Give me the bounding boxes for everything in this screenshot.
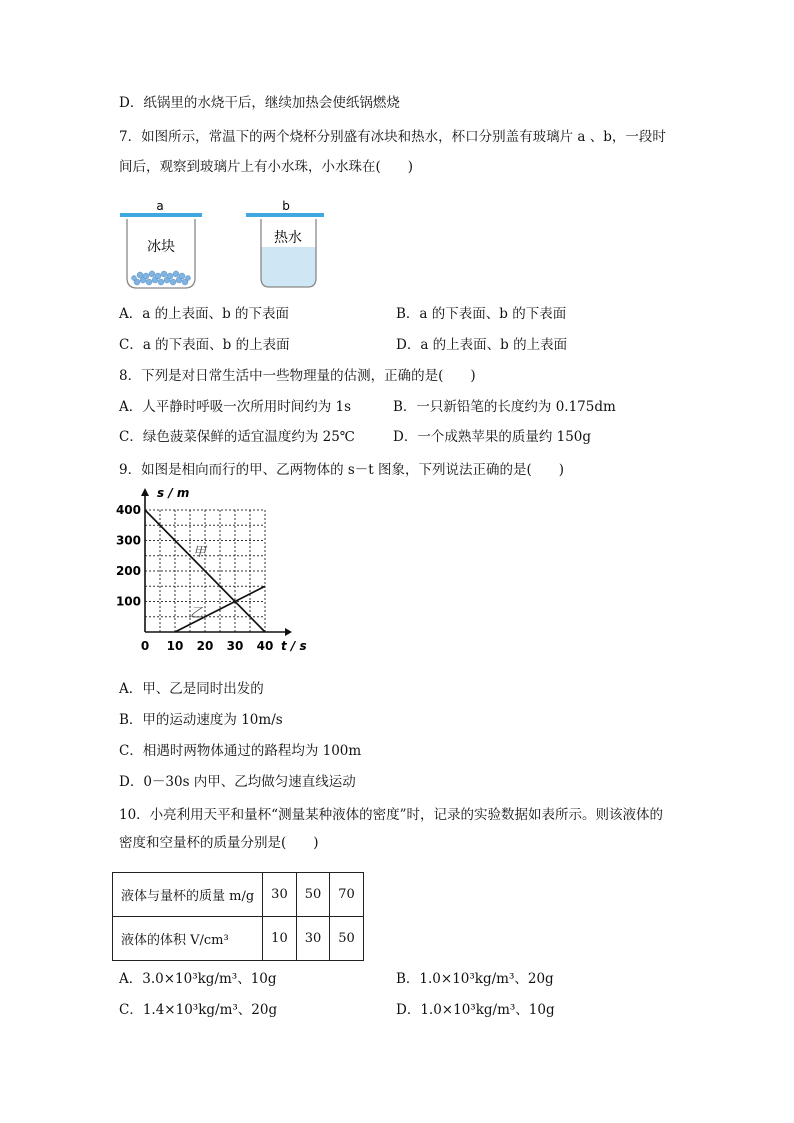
x-tick-label: 0 [140,639,150,653]
chart-axes [141,488,292,636]
q9-option-c: C．相遇时两物体通过的路程均为 100m [119,743,362,759]
series-line-yi [175,586,265,632]
q8-option-b: B．一只新铅笔的长度约为 0.175dm [393,399,616,415]
table-cell: 30 [263,873,297,917]
glass-lid-a [120,213,202,217]
chart-y-label: s / m [157,486,190,500]
x-tick-label: 20 [196,639,214,653]
cup-a-text: 冰块 [147,239,175,255]
q9-stem: 9．如图是相向而行的甲、乙两物体的 s－t 图象，下列说法正确的是( ) [119,462,565,478]
table-cell: 30 [296,917,330,961]
cup-b-text: 热水 [274,230,302,246]
table-cell: 70 [330,873,364,917]
y-tick-label: 400 [115,503,141,517]
q10-data-table [112,872,364,961]
q7-option-a: A．a 的上表面、b 的下表面 [119,306,290,322]
q7-option-c: C．a 的下表面、b 的上表面 [119,337,290,353]
series-label-jia: 甲 [193,545,207,560]
q7-stem-line2: 间后，观察到玻璃片上有小水珠，小水珠在( ) [119,159,414,175]
table-row [113,917,364,961]
y-tick-label: 100 [115,594,141,609]
glass-lid-b [246,213,324,217]
st-chart [115,484,310,659]
table-row-label: 液体与量杯的质量 m/g [113,873,263,917]
table-row-label: 液体的体积 V/cm³ [113,917,263,961]
q7-beaker-figure [115,196,340,296]
ice-cubes [132,271,191,285]
x-tick-label: 40 [256,639,274,653]
label-a: a [156,199,164,213]
q9-option-d: D．0－30s 内甲、乙均做匀速直线运动 [119,774,356,790]
x-tick-label: 10 [166,639,184,653]
q7-option-b: B．a 的下表面、b 的下表面 [396,306,567,322]
water-b [261,247,316,287]
q10-option-d: D．1.0×10³kg/m³、10g [396,1002,555,1018]
q10-option-c: C．1.4×10³kg/m³、20g [119,1002,278,1018]
q10-option-a: A．3.0×10³kg/m³、10g [119,971,277,987]
y-tick-label: 200 [115,564,141,578]
table-cell: 50 [330,917,364,961]
q8-option-a: A．人平静时呼吸一次所用时间约为 1s [119,399,352,415]
x-tick-label: 30 [226,639,244,653]
q10-stem-line1: 10．小亮利用天平和量杯“测量某种液体的密度”时，记录的实验数据如表所示。则该液体的 [119,807,663,823]
q7-stem-line1: 7．如图所示，常温下的两个烧杯分别盛有冰块和热水，杯口分别盖有玻璃片 a 、b，一段时 [119,129,666,145]
q6-option-d: D．纸锅里的水烧干后，继续加热会使纸锅燃烧 [119,95,400,111]
q10-option-b: B．1.0×10³kg/m³、20g [396,971,554,987]
table-cell: 50 [296,873,330,917]
label-b: b [282,199,290,213]
q10-stem-line2: 密度和空量杯的质量分别是( ) [119,835,319,851]
q8-option-d: D．一个成熟苹果的质量约 150g [393,429,592,445]
q8-option-c: C．绿色菠菜保鲜的适宜温度约为 25℃ [119,429,355,445]
x-axis-arrow [285,628,292,636]
q9-option-b: B．甲的运动速度为 10m/s [119,712,283,728]
chart-x-label: t / s [281,639,307,653]
y-axis-arrow [141,488,149,496]
table-cell: 10 [263,917,297,961]
q7-option-d: D．a 的上表面、b 的上表面 [396,337,568,353]
q9-option-a: A．甲、乙是同时出发的 [119,681,264,697]
table-row [113,873,364,917]
series-label-yi: 乙 [190,606,204,621]
y-tick-label: 300 [115,533,141,548]
q8-stem: 8．下列是对日常生活中一些物理量的估测，正确的是( ) [119,368,476,384]
